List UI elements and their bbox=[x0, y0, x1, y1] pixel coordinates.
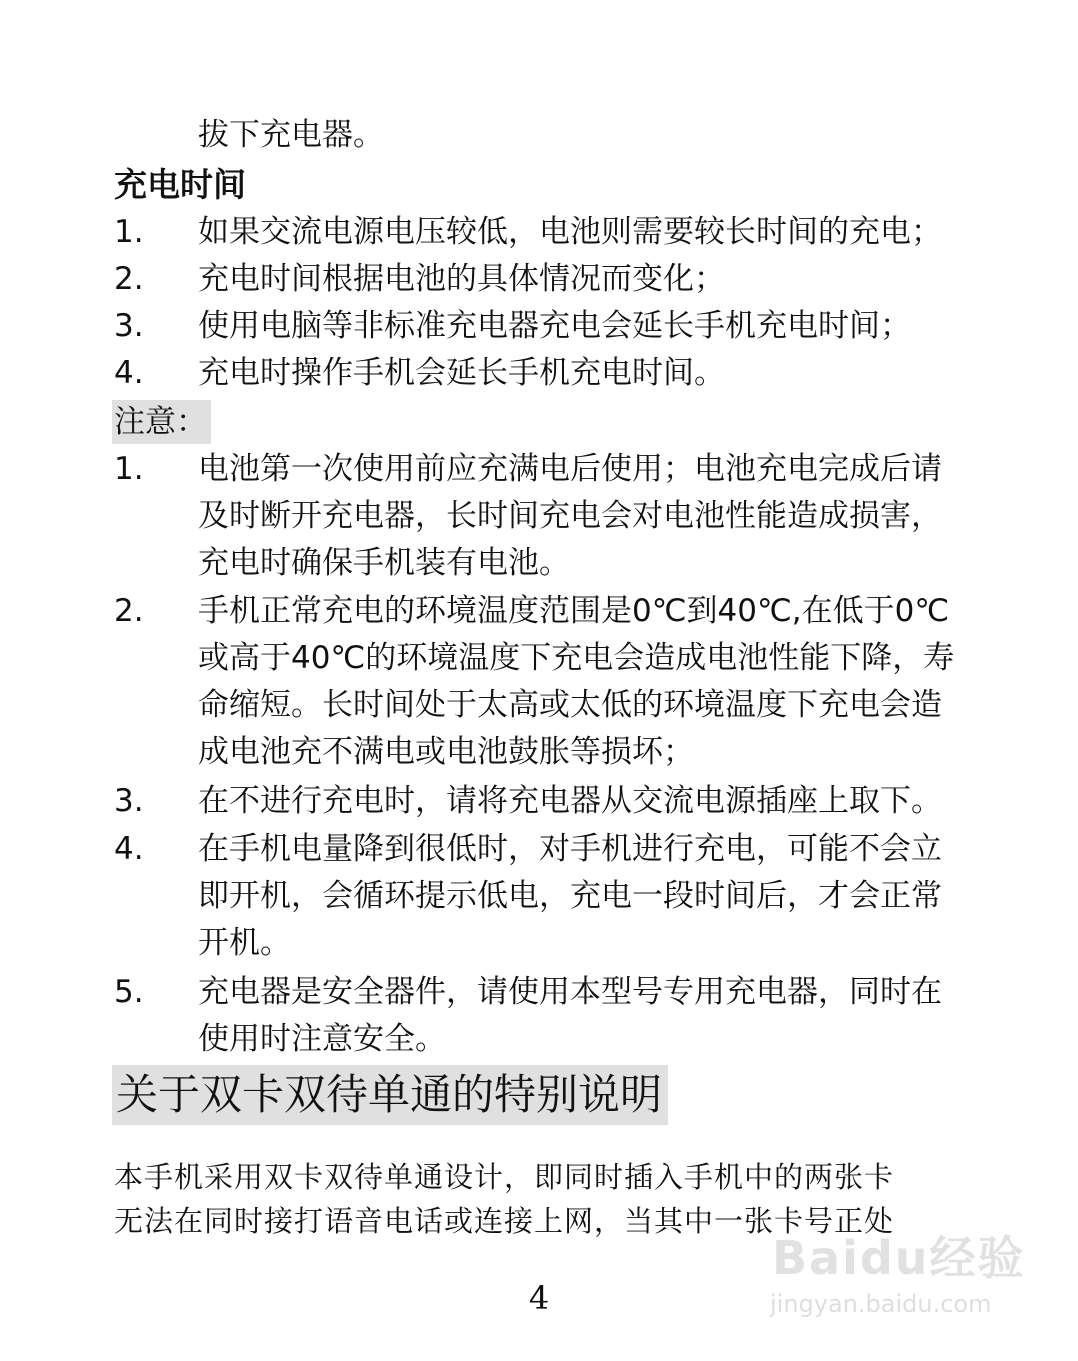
list-item-number: 3. bbox=[114, 783, 144, 819]
paragraph-line: 无法在同时接打语音电话或连接上网，当其中一张卡号正处 bbox=[114, 1204, 895, 1238]
list-item-text: 命缩短。长时间处于太高或太低的环境温度下充电会造 bbox=[198, 687, 942, 723]
list-item-text: 在不进行充电时，请将充电器从交流电源插座上取下。 bbox=[198, 783, 942, 819]
list-item-number: 5. bbox=[114, 974, 144, 1010]
list-item-text: 成电池充不满电或电池鼓胀等损坏； bbox=[198, 734, 694, 770]
section-title-charging-time: 充电时间 bbox=[114, 165, 246, 204]
list-item-number: 4. bbox=[114, 831, 144, 867]
list-item-number: 4. bbox=[114, 355, 144, 391]
list-item-text: 即开机，会循环提示低电，充电一段时间后，才会正常 bbox=[198, 878, 942, 914]
list-item-text: 电池第一次使用前应充满电后使用；电池充电完成后请 bbox=[198, 451, 942, 487]
list-item-text: 及时断开充电器，长时间充电会对电池性能造成损害， bbox=[198, 498, 942, 534]
page-number: 4 bbox=[528, 1279, 550, 1317]
watermark-logo: Baidu经验 bbox=[772, 1231, 1026, 1285]
list-item-text: 或高于40℃的环境温度下充电会造成电池性能下降，寿 bbox=[198, 640, 955, 676]
list-item-text: 如果交流电源电压较低，电池则需要较长时间的充电； bbox=[198, 214, 942, 250]
list-item-text: 开机。 bbox=[198, 925, 291, 961]
list-item-text: 在手机电量降到很低时，对手机进行充电，可能不会立 bbox=[198, 831, 942, 867]
list-item-text: 使用时注意安全。 bbox=[198, 1021, 446, 1057]
section-title-dual-sim: 关于双卡双待单通的特别说明 bbox=[112, 1065, 668, 1125]
list-item-text: 使用电脑等非标准充电器充电会延长手机充电时间； bbox=[198, 308, 911, 344]
list-item-text: 充电时确保手机装有电池。 bbox=[198, 545, 570, 581]
continued-line: 拔下充电器。 bbox=[198, 117, 384, 153]
list-item-number: 2. bbox=[114, 593, 144, 629]
list-item-text: 充电时操作手机会延长手机充电时间。 bbox=[198, 355, 725, 391]
paragraph-line: 本手机采用双卡双待单通设计，即同时插入手机中的两张卡 bbox=[114, 1160, 895, 1194]
list-item-number: 3. bbox=[114, 308, 144, 344]
list-item-number: 1. bbox=[114, 451, 144, 487]
watermark-url: jingyan.baidu.com bbox=[770, 1290, 992, 1318]
note-label: 注意： bbox=[112, 400, 211, 444]
list-item-text: 充电器是安全器件，请使用本型号专用充电器，同时在 bbox=[198, 974, 942, 1010]
list-item-number: 1. bbox=[114, 214, 144, 250]
list-item-number: 2. bbox=[114, 261, 144, 297]
list-item-text: 充电时间根据电池的具体情况而变化； bbox=[198, 261, 725, 297]
list-item-text: 手机正常充电的环境温度范围是0℃到40℃,在低于0℃ bbox=[198, 593, 950, 629]
